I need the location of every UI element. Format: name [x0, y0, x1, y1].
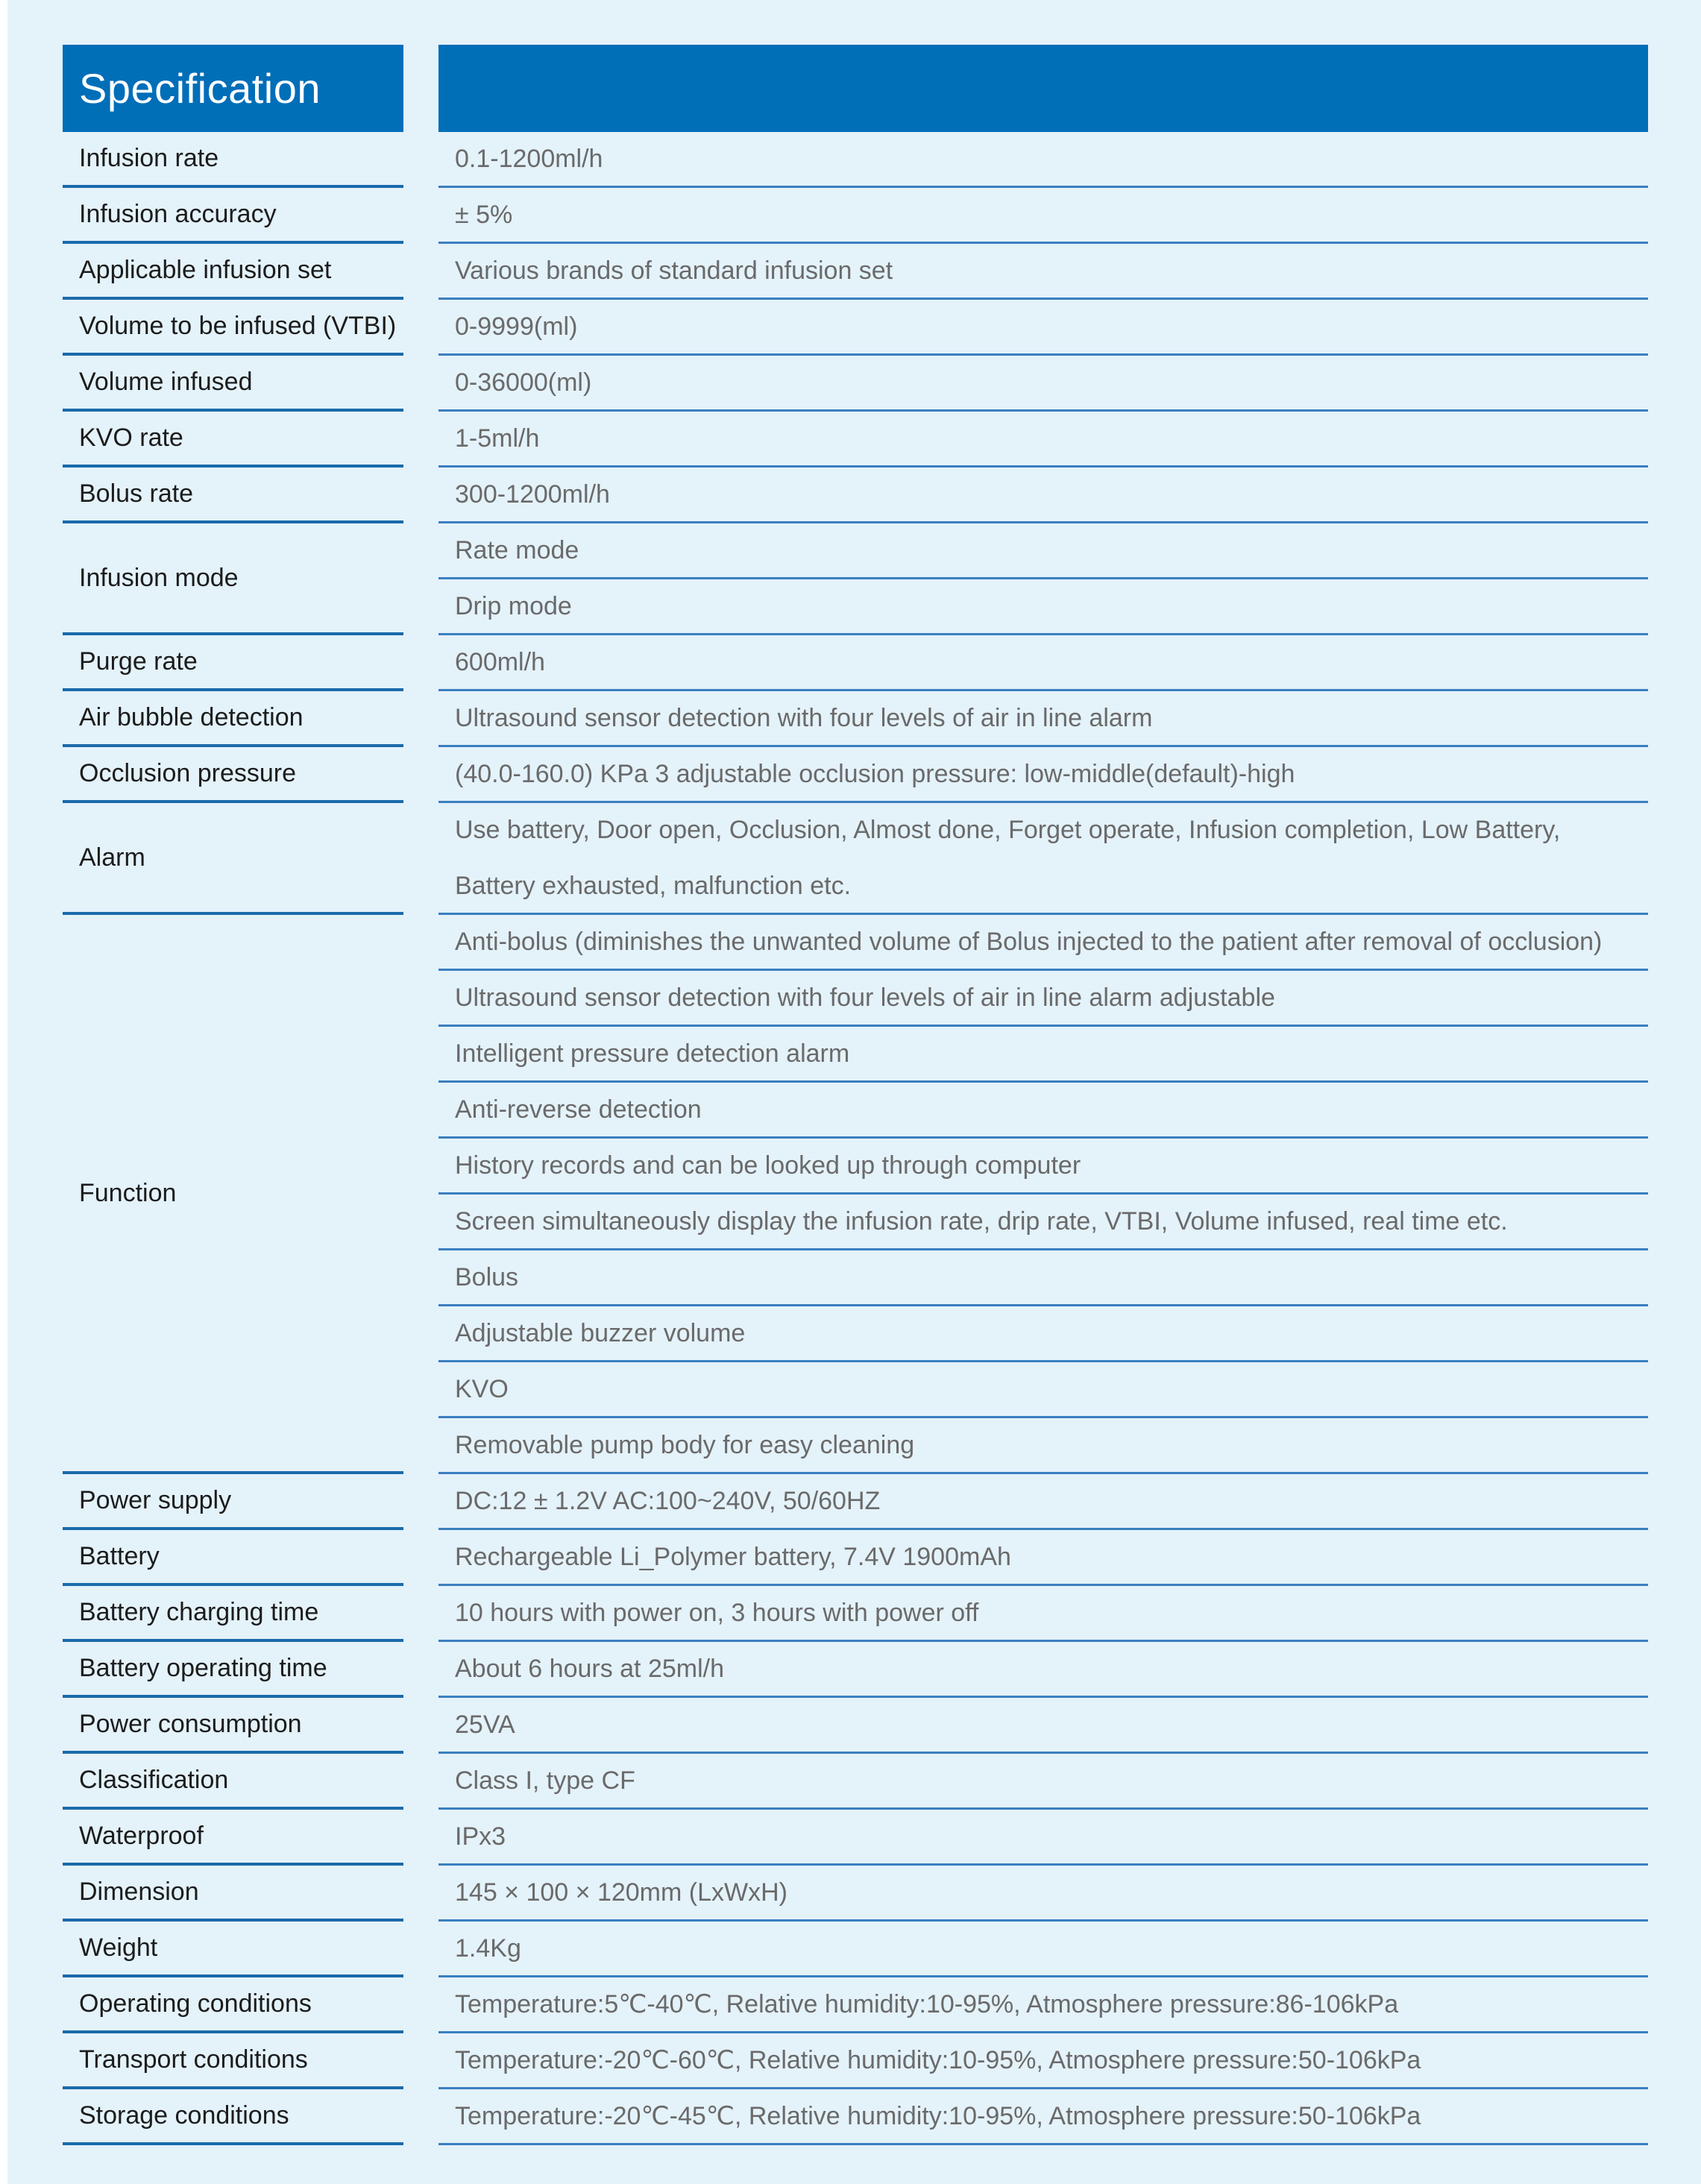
spec-label: Battery charging time — [63, 1586, 403, 1642]
spec-value: KVO — [438, 1362, 1648, 1418]
spec-title — [63, 45, 403, 132]
spec-label: Waterproof — [63, 1810, 403, 1866]
spec-title-text: Specification — [79, 65, 321, 112]
spec-label: Battery — [63, 1530, 403, 1586]
spec-label: Volume infused — [63, 356, 403, 412]
spec-value: 10 hours with power on, 3 hours with power off — [438, 1586, 1648, 1642]
spec-value: 25VA — [438, 1698, 1648, 1754]
spec-value: Various brands of standard infusion set — [438, 244, 1648, 300]
spec-value: Bolus — [438, 1250, 1648, 1306]
spec-label: Infusion mode — [63, 523, 403, 635]
spec-value: 0-9999(ml) — [438, 300, 1648, 356]
spec-value: 0-36000(ml) — [438, 356, 1648, 412]
spec-label: Transport conditions — [63, 2033, 403, 2089]
spec-label: Operating conditions — [63, 1977, 403, 2033]
spec-value: Ultrasound sensor detection with four levels of air in line alarm adjustable — [438, 971, 1648, 1027]
spec-value: 600ml/h — [438, 635, 1648, 691]
spec-value: Anti-reverse detection — [438, 1083, 1648, 1139]
spec-label: Alarm — [63, 803, 403, 915]
spec-value: Removable pump body for easy cleaning — [438, 1418, 1648, 1474]
spec-value: Adjustable buzzer volume — [438, 1306, 1648, 1362]
spec-value: Temperature:-20℃-45℃, Relative humidity:10-95%, Atmosphere pressure:50-106kPa — [438, 2089, 1648, 2145]
spec-value: Ultrasound sensor detection with four levels of air in line alarm — [438, 691, 1648, 747]
spec-value: Screen simultaneously display the infusion rate, drip rate, VTBI, Volume infused, real time etc. — [438, 1195, 1648, 1250]
spec-label: Storage conditions — [63, 2089, 403, 2145]
spec-value: (40.0-160.0) KPa 3 adjustable occlusion pressure: low-middle(default)-high — [438, 747, 1648, 803]
spec-value: Temperature:-20℃-60℃, Relative humidity:10-95%, Atmosphere pressure:50-106kPa — [438, 2033, 1648, 2089]
spec-label: Dimension — [63, 1866, 403, 1922]
spec-value: Class I, type CF — [438, 1754, 1648, 1810]
spec-value: 1-5ml/h — [438, 412, 1648, 468]
spec-value: 145 × 100 × 120mm (LxWxH) — [438, 1866, 1648, 1922]
spec-label: Weight — [63, 1922, 403, 1977]
spec-label: Battery operating time — [63, 1642, 403, 1698]
spec-value: IPx3 — [438, 1810, 1648, 1866]
spec-value: 0.1-1200ml/h — [438, 132, 1648, 188]
spec-label: Infusion rate — [63, 132, 403, 188]
spec-value: Drip mode — [438, 579, 1648, 635]
spec-value: Anti-bolus (diminishes the unwanted volume of Bolus injected to the patient after removal of occlusion) — [438, 915, 1648, 971]
spec-label: Infusion accuracy — [63, 188, 403, 244]
spec-value: 1.4Kg — [438, 1922, 1648, 1977]
spec-label: Applicable infusion set — [63, 244, 403, 300]
spec-label: Power consumption — [63, 1698, 403, 1754]
spec-value: Rechargeable Li_Polymer battery, 7.4V 1900mAh — [438, 1530, 1648, 1586]
spec-value: Intelligent pressure detection alarm — [438, 1027, 1648, 1083]
spec-value: DC:12 ± 1.2V AC:100~240V, 50/60HZ — [438, 1474, 1648, 1530]
spec-label: Function — [63, 915, 403, 1474]
spec-label: Air bubble detection — [63, 691, 403, 747]
spec-label: Purge rate — [63, 635, 403, 691]
spec-value: Rate mode — [438, 523, 1648, 579]
spec-value: 300-1200ml/h — [438, 468, 1648, 523]
spec-header-bar — [438, 45, 1648, 132]
spec-label: KVO rate — [63, 412, 403, 468]
spec-label: Power supply — [63, 1474, 403, 1530]
spec-value: History records and can be looked up through computer — [438, 1139, 1648, 1195]
spec-value: Temperature:5℃-40℃, Relative humidity:10-95%, Atmosphere pressure:86-106kPa — [438, 1977, 1648, 2033]
spec-label: Classification — [63, 1754, 403, 1810]
spec-value: Use battery, Door open, Occlusion, Almost done, Forget operate, Infusion completion, Low Battery, Battery exhausted, malfunction etc. — [438, 803, 1648, 915]
spec-label: Volume to be infused (VTBI) — [63, 300, 403, 356]
spec-label: Occlusion pressure — [63, 747, 403, 803]
spec-value: ± 5% — [438, 188, 1648, 244]
spec-label: Bolus rate — [63, 468, 403, 523]
spec-value: About 6 hours at 25ml/h — [438, 1642, 1648, 1698]
